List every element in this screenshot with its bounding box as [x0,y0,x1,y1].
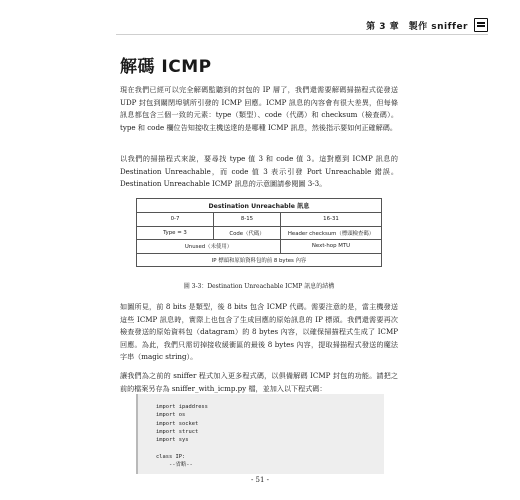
section-title: 解碼 ICMP [120,57,212,77]
bit-range-cell: 0-7 [137,213,214,227]
code-line: class IP: [156,453,186,460]
paragraph-scanner: 以我們的掃描程式來說，要尋找 type 值 3 和 code 值 3。這對應到 ICMP 訊息的 Destination Unreachable，而 code 值 3 表示引發 Port Unreachable 錯誤。Destination Unreachable ICMP 訊息的示意圖請參閱圖 3-3。 [120,154,398,188]
bit-range-cell: 16-31 [281,213,382,227]
code-line: --省略-- [156,462,193,469]
running-header [366,14,488,36]
paragraph-intro: 現在我們已經可以完全解碼監聽到的封包的 IP 層了，我們還需要解碼掃描程式從發送 UDP 封包到關閉埠號所引發的 ICMP 回應。ICMP 訊息的內容會有很大差異，但每條訊息都包含三個一致的元素：type（類型）、code（代碼）和 checksum（檢查碼）。type 和 code 欄位告知接收主機送達的是哪種 ICMP 訊息，然後指示要如何正確解碼。 [120,85,398,132]
bit-range-cell: 8-15 [214,213,281,227]
icmp-message-diagram [136,198,382,267]
code-line [156,444,384,452]
mtu-field-cell: Next-hop MTU [281,240,382,254]
paragraph-explanation: 如圖所見，前 8 bits 是類型，後 8 bits 包含 ICMP 代碼。需要注意的是，當主機發送這些 ICMP 訊息時，實際上也包含了生成回應的原始訊息的 IP 標頭。我們還需要再次檢查發送的原始資料包（datagram）的 8 bytes 內容，以確保掃描程式生成了 ICMP 回應。為此，我們只需切掉接收緩衝區的最後 8 bytes 內容，提取掃描程式發送的魔法字串（magic string）。 [120,302,398,361]
code-line: import socket [156,420,199,427]
checksum-field-cell: Header checksum（標頭檢查碼） [281,226,382,240]
page-number: - 51 - [250,476,270,484]
ip-header-field-cell: IP 標頭和原始資料包的前 8 bytes 內容 [137,253,382,267]
type-field-cell: Type = 3 [137,226,214,240]
code-line: import struct [156,428,199,435]
book-icon [474,18,488,32]
code-field-cell: Code（代碼） [214,226,281,240]
code-line: import os [156,412,186,419]
code-line: import sys [156,437,189,444]
code-listing [136,394,384,474]
chapter-label: 第 3 章 製作 sniffer [366,21,468,32]
header-divider [116,34,488,35]
unused-field-cell: Unused（未使用） [137,240,281,254]
code-line: import ipaddress [156,404,208,410]
paragraph-instructions: 讓我們為之前的 sniffer 程式加入更多程式碼，以俱備解碼 ICMP 封包的功能。請把之前的檔案另存為 sniffer_with_icmp.py 檔，並加入以下程式碼： [120,371,398,393]
diagram-title: Destination Unreachable 訊息 [137,199,382,213]
figure-caption: 圖 3-3：Destination Unreachable ICMP 訊息的結構 [183,283,335,290]
